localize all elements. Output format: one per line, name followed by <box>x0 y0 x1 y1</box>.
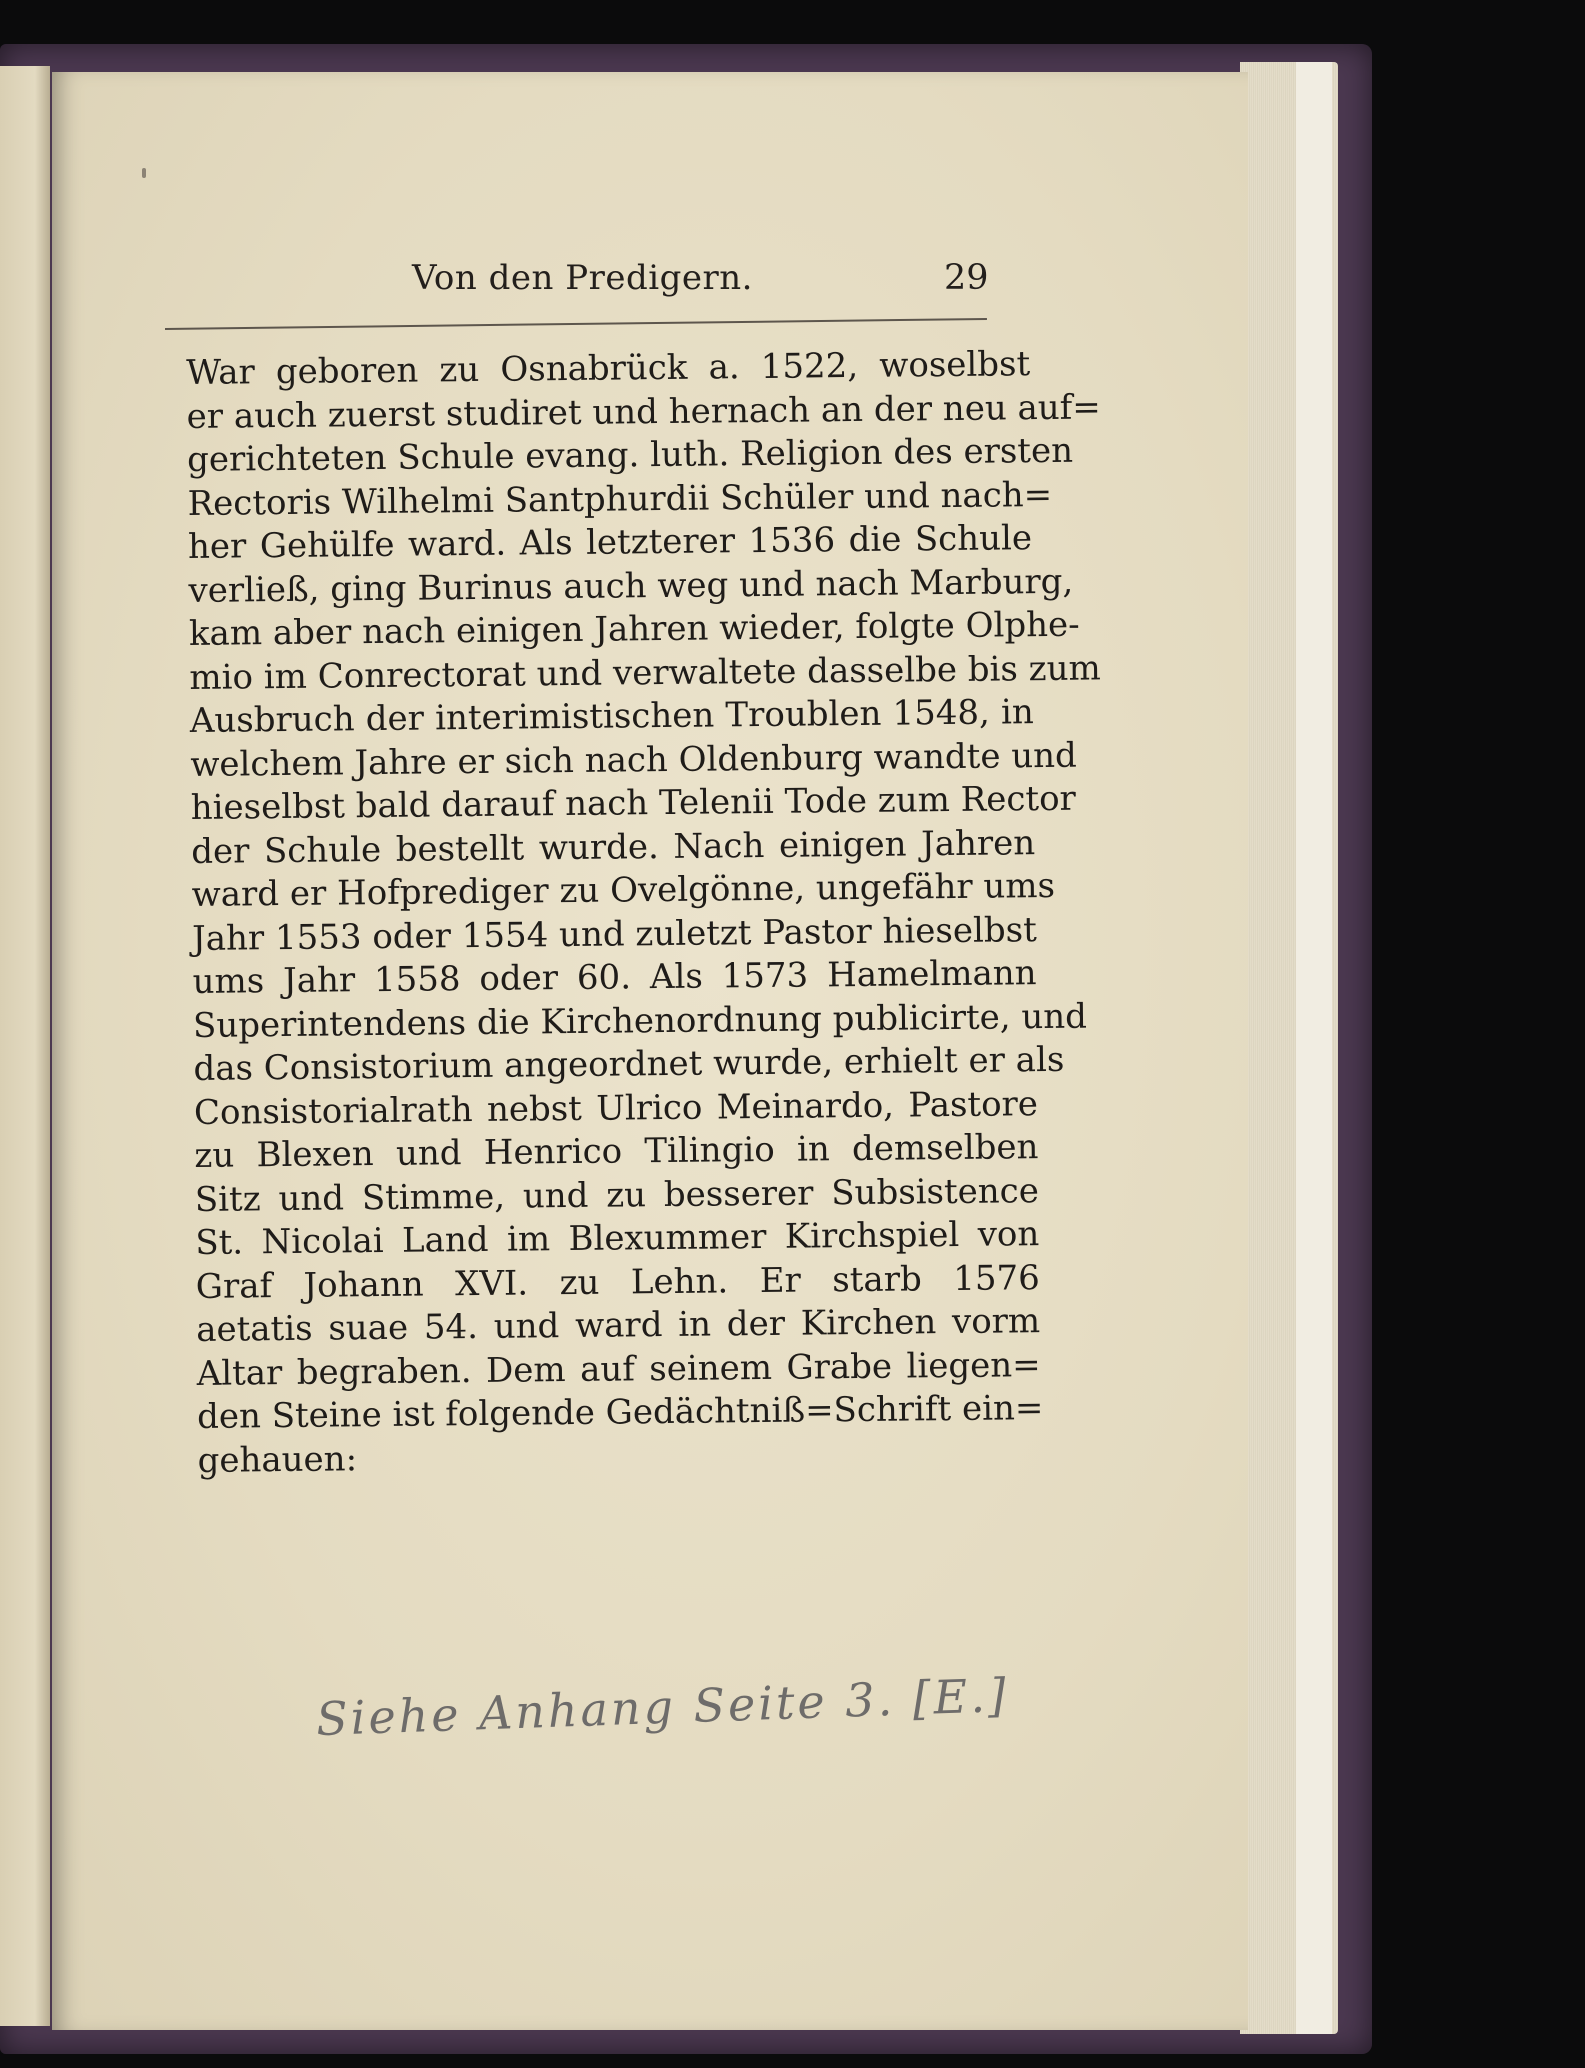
text-line: Sitz und Stimme, und zu besserer Subsistence <box>194 1170 1040 1220</box>
text-line: kam aber nach einigen Jahren wieder, folgte Olphe- <box>188 604 1080 654</box>
page-edges-highlight <box>1296 62 1332 2034</box>
text-line: Ausbruch der interimistischen Troublen 1548, in <box>189 692 1035 741</box>
page-number: 29 <box>944 258 989 298</box>
text-line: gehauen: <box>197 1438 358 1481</box>
facing-page-edge <box>0 66 50 2026</box>
body-text <box>186 343 1101 1483</box>
text-line: verließ, ging Burinus auch weg und nach Marburg, <box>188 561 1074 611</box>
text-line: mio im Conrectorat und verwaltete dasselbe bis zum <box>189 647 1101 698</box>
text-line: er auch zuerst studiret und hernach an der neu auf= <box>186 386 1101 437</box>
text-line: ward er Hofprediger zu Ovelgönne, ungefähr ums <box>191 865 1056 915</box>
text-line: Altar begraben. Dem auf seinem Grabe liegen= <box>196 1344 1041 1394</box>
handwritten-note: Siehe Anhang Seite 3. [E.] <box>315 1667 1010 1747</box>
text-line: St. Nicolai Land im Blexummer Kirchspiel von <box>195 1214 1040 1263</box>
running-head: Von den Predigern. <box>412 258 753 298</box>
text-line: ums Jahr 1558 oder 60. Als 1573 Hamelmann <box>192 953 1037 1002</box>
ink-speck <box>142 168 146 178</box>
text-line: War geboren zu Osnabrück a. 1522, woselbst <box>186 344 1031 393</box>
text-line: Rectoris Wilhelmi Santphurdii Schüler und nach= <box>187 474 1053 524</box>
text-line: den Steine ist folgende Gedächtniß=Schrift ein= <box>196 1388 1044 1437</box>
text-line: welchem Jahre er sich nach Oldenburg wandte und <box>190 735 1078 785</box>
text-line: das Consistorium angeordnet wurde, erhielt er als <box>193 1039 1065 1089</box>
text-line: Jahr 1553 oder 1554 und zuletzt Pastor hieselbst <box>191 909 1037 959</box>
text-line: gerichteten Schule evang. luth. Religion des ersten <box>186 430 1074 480</box>
text-line: Superintendens die Kirchenordnung publicirte, und <box>192 996 1088 1046</box>
text-line: her Gehülfe ward. Als letzterer 1536 die Schule <box>187 518 1033 567</box>
text-line: Consistorialrath nebst Ulrico Meinardo, Pastore <box>193 1083 1039 1133</box>
text-line: zu Blexen und Henrico Tilingio in demselben <box>194 1127 1039 1176</box>
text-line: der Schule bestellt wurde. Nach einigen Jahren <box>191 822 1036 872</box>
text-line: Graf Johann XVI. zu Lehn. Er starb 1576 <box>195 1257 1040 1307</box>
text-line: hieselbst bald darauf nach Telenii Tode zum Rector <box>190 778 1077 828</box>
text-line: aetatis suae 54. und ward in der Kirchen vorm <box>196 1301 1041 1350</box>
